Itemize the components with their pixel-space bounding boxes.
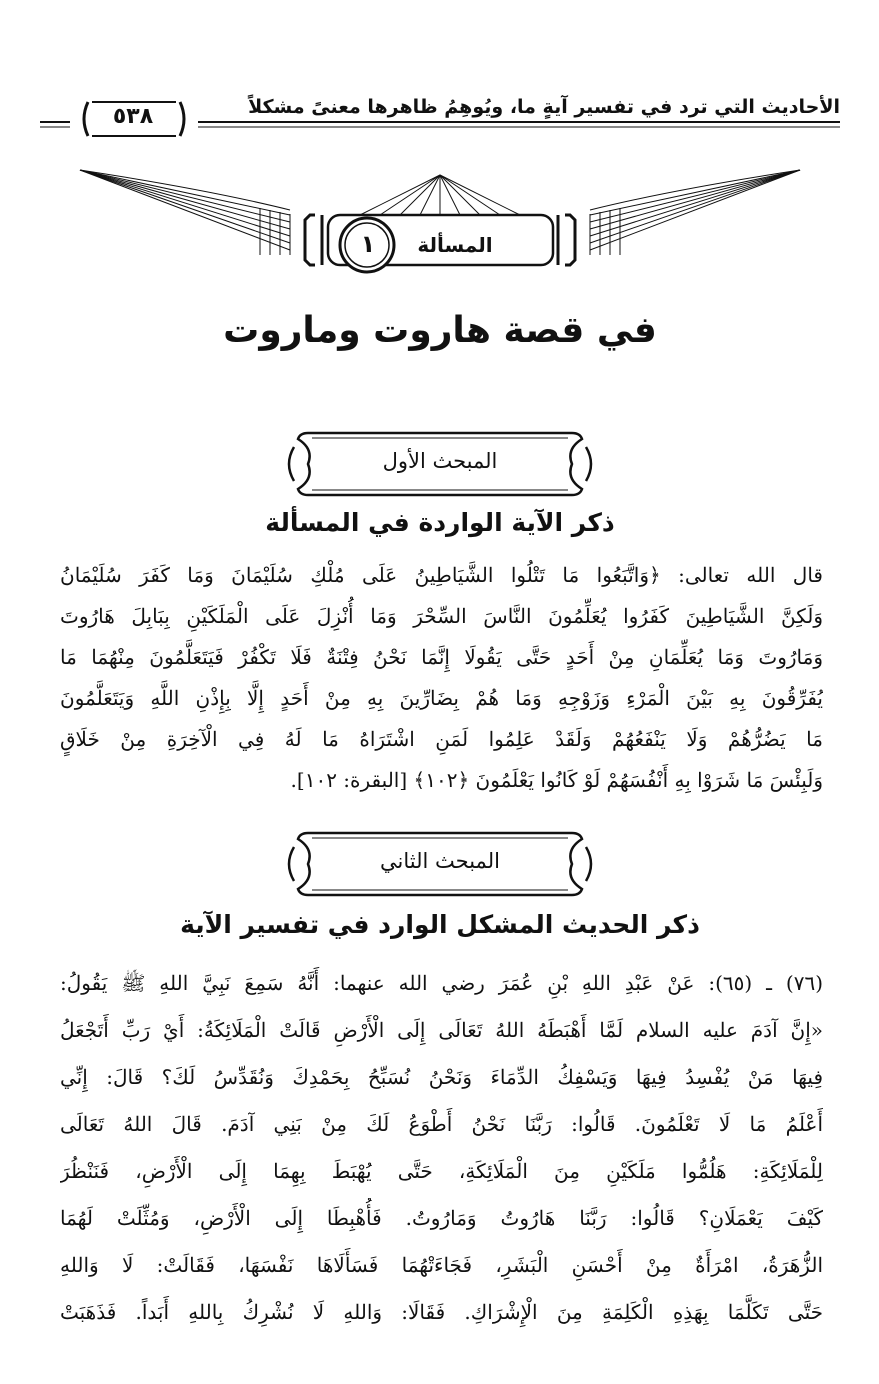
hadith-line: (٧٦) ـ (٦٥): عَنْ عَبْدِ اللهِ بْنِ عُمَرَ رضي الله عنهما: أَنَّهُ سَمِعَ نَبِيَّ اللهِ ﷺ يَقُولُ:: [60, 971, 823, 995]
section-number: ١: [360, 230, 376, 258]
verse-line: مَا يَضُرُّهُمْ وَلَا يَنْفَعُهُمْ وَلَقَدْ عَلِمُوا لَمَنِ اشْتَرَاهُ مَا لَهُ فِي الْآخِرَةِ مِنْ خَلَاقٍ: [60, 727, 823, 751]
page-number: ٥٣٨: [112, 104, 154, 129]
verse-line: وَمَارُوتَ وَمَا يُعَلِّمَانِ مِنْ أَحَدٍ حَتَّى يَقُولَا إِنَّمَا نَحْنُ فِتْنَةٌ فَلَا تَكْفُرْ فَيَتَعَلَّمُونَ مِنْهُمَا مَا: [60, 645, 823, 669]
hadith-line: الزُّهَرَةُ، امْرَأَةٌ مِنْ أَحْسَنِ الْبَشَرِ، فَجَاءَتْهُمَا فَسَأَلَاهَا نَفْسَهَا، فَقَالَتْ: لَا وَاللهِ: [60, 1253, 823, 1277]
hadith-line: «إِنَّ آدَمَ عليه السلام لَمَّا أَهْبَطَهُ اللهُ تَعَالَى إِلَى الْأَرْضِ قَالَتْ الْمَلَائِكَةُ: أَيْ رَبِّ أَتَجْعَلُ: [60, 1018, 823, 1042]
topic-cartouche-first: [280, 427, 600, 501]
hadith-line: أَعْلَمُ مَا لَا تَعْلَمُونَ. قَالُوا: رَبَّنَا نَحْنُ أَطْوَعُ لَكَ مِنْ بَنِي آدَمَ. قَالَ اللهُ تَعَالَى: [60, 1112, 823, 1136]
hadith-line: فِيهَا مَنْ يُفْسِدُ فِيهَا وَيَسْفِكُ الدِّمَاءَ وَنَحْنُ نُسَبِّحُ بِحَمْدِكَ وَنُقَدِّسُ لَكَ؟ قَالَ: إِنِّي: [60, 1065, 823, 1089]
hadith-line: حَتَّى تَكَلَّمَا بِهَذِهِ الْكَلِمَةِ مِنَ الْإِشْرَاكِ. فَقَالَا: وَاللهِ لَا نُشْرِكُ بِاللهِ أَبَداً. فَذَهَبَتْ: [60, 1300, 823, 1324]
topic-heading-first: ذكر الآية الواردة في المسألة: [265, 508, 615, 537]
verse-line: يُفَرِّقُونَ بِهِ بَيْنَ الْمَرْءِ وَزَوْجِهِ وَمَا هُمْ بِضَارِّينَ بِهِ مِنْ أَحَدٍ إِلَّا بِإِذْنِ اللَّهِ وَيَتَعَلَّمُونَ: [60, 686, 823, 710]
topic-cartouche-second: [280, 827, 600, 901]
verse-line: قال الله تعالى: ﴿وَاتَّبَعُوا مَا تَتْلُوا الشَّيَاطِينُ عَلَى مُلْكِ سُلَيْمَانَ وَمَا كَفَرَ سُلَيْمَانُ: [60, 563, 823, 587]
topic-label: المبحث الأول: [382, 449, 498, 473]
section-label: المسألة: [417, 233, 493, 257]
running-title: الأحاديث التي ترد في تفسير آيةٍ ما، ويُوهِمُ ظاهرها معنىً مشكلاً: [248, 96, 840, 118]
hadith-line: كَيْفَ يَعْمَلَانِ؟ قَالُوا: رَبَّنَا هَارُوتُ وَمَارُوتُ. فَأُهْبِطَا إِلَى الْأَرْضِ، وَمُثِّلَتْ لَهُمَا: [60, 1206, 823, 1230]
section-ornament: [60, 160, 820, 290]
verse-line: وَلَبِئْسَ مَا شَرَوْا بِهِ أَنْفُسَهُمْ لَوْ كَانُوا يَعْلَمُونَ ﴿١٠٢﴾ [البقرة: ١٠٢].: [290, 768, 823, 792]
verse-line: وَلَكِنَّ الشَّيَاطِينَ كَفَرُوا يُعَلِّمُونَ النَّاسَ السِّحْرَ وَمَا أُنْزِلَ عَلَى الْمَلَكَيْنِ بِبَابِلَ هَارُوتَ: [60, 604, 823, 628]
running-header: [40, 96, 840, 140]
page-title: في قصة هاروت وماروت: [223, 310, 657, 351]
topic-heading-second: ذكر الحديث المشكل الوارد في تفسير الآية: [180, 910, 700, 939]
hadith-line: لِلْمَلَائِكَةِ: هَلُمُّوا مَلَكَيْنِ مِنَ الْمَلَائِكَةِ، حَتَّى يُهْبَطَ بِهِمَا إِلَى الْأَرْضِ، فَنَنْظُرَ: [60, 1159, 823, 1183]
topic-label: المبحث الثاني: [380, 849, 500, 873]
